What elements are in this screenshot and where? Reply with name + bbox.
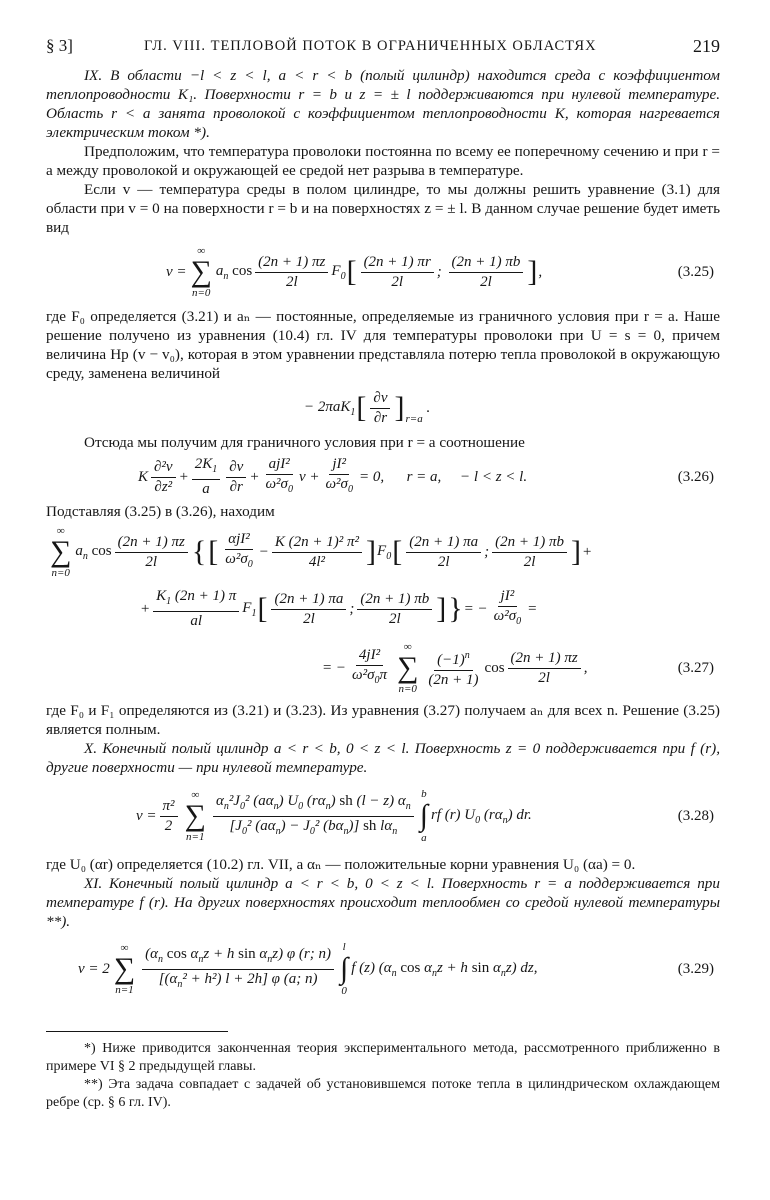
coefficients-paragraph: где F₀ и F₁ определяются из (3.21) и (3.23). Из уравнения (3.27) получаем aₙ для всех n. Решение (3.25) является полным. bbox=[46, 702, 720, 738]
equation-3-26: K $\frac{\text{∂²v}}{\text{∂z²}}$ + $\frac{2K_1}{a}$ $\frac{\partial v}{\partial r}$ + $\frac{\text{ajI²}}{\omega^2\sigma_0}$ v + $\frac{\text{jI²}}{\omega^2\sigma_0}$ = 0, r = a, − l < z < l. (3.26) bbox=[138, 456, 714, 497]
problem-x-statement: X. Конечный полый цилиндр a < r < b, 0 < z < l. Поверхность z = 0 поддерживается при f (r), другие поверхности — при нулевой температуре. bbox=[46, 740, 720, 776]
problem-ix-statement: IX. В области −l < z < l, a < r < b (полый цилиндр) находится среда с коэффициентом теплопроводности K₁. Поверхности r = b и z = ± l поддерживаются при нулевой температуре. Область r < a занята проволокой с коэффициентом теплопроводности K, которая нагревается электрическим током *). bbox=[46, 67, 720, 141]
book-page bbox=[46, 36, 720, 1112]
relation-intro: Отсюда мы получим для граничного условия при r = a соотношение bbox=[84, 434, 525, 451]
heat-loss-expression: − 2πaK$_1$ [ $\frac{\partial v}{\partial r}$ ] r=a . bbox=[304, 389, 431, 426]
running-header bbox=[46, 36, 720, 66]
equation-3-25: v = ∞ ∑ n=0 $a_n$ cos $\frac{(2n + 1) \pi z}{2l}$ $F_0$ [ $\frac{(2n + 1) \pi r}{2l}$ ; $\frac{(2n + 1) \pi b}{2l}$ ] , (3.25) bbox=[166, 245, 714, 299]
roots-paragraph: где U₀ (αr) определяется (10.2) гл. VII, а αₙ — положительные корни уравнения U₀ (αa) = 0. bbox=[46, 856, 636, 873]
problem-xi-statement: XI. Конечный полый цилиндр a < r < b, 0 < z < l. Поверхность r = a поддерживается при температуре f (r). На других поверхностях происходит теплообмен со средой нулевой температуры **). bbox=[46, 875, 720, 930]
equation-number: (3.29) bbox=[677, 960, 714, 977]
footnote-2: **) Эта задача совпадает с задачей об установившемся потоке тепла в цилиндрическом охлаждающем ребре (ср. § 6 гл. IV). bbox=[46, 1077, 720, 1110]
equation-3-27-line-1: ∞ ∑ n=0 $a_n$ cos $\frac{(2n + 1) \pi z}{2l}$ { [ $\frac{\text{αjI²}}{\omega^2\sigma_0}$ − $\frac{\text{K (2n + 1)² π²}}{\text{4l²}}$ ] $F_0$ [ $\frac{(2n + 1) \pi a}{2l}$ ; $\frac{(2n + 1) \pi b}{2l}$ ] + bbox=[50, 525, 593, 579]
substitution-line: Подставляя (3.25) в (3.26), находим bbox=[46, 503, 275, 520]
solution-intro-paragraph: Если v — температура среды в полом цилиндре, то мы должны решить уравнение (3.1) для области при v = 0 на поверхности r = b и на поверхностях z = ± l. В данном случае решение будет иметь вид bbox=[46, 181, 720, 236]
equation-number: (3.27) bbox=[677, 659, 714, 676]
equation-number: (3.28) bbox=[677, 807, 714, 824]
equation-3-29: v = 2 ∞ ∑ n=1 $\frac{(\alpha_n \cos \alpha_nz + h \sin \alpha_nz) \varphi (r; n)}{[(\alpha_n^2 + h^2) l + 2h] \varphi (a; n)}$ l ∫ 0 f (z) ($\alpha_n$ $\cos \alpha_nz + h$ $\sin \alpha_nz$) dz, (3.29) bbox=[78, 941, 714, 997]
equation-3-27-line-3: = − $\frac{\text{4jI²}}{\omega^2\sigma_0\pi}$ ∞ ∑ n=0 $\frac{(-1)^n}{(2n + 1)}$ cos $\frac{(2n + 1) \pi z}{2l}$ , (3.27) bbox=[322, 641, 714, 695]
equation-3-27-line-2: + $\frac{K_1 (2n + 1) \pi}{al}$ $F_1$ [ $\frac{(2n + 1) \pi a}{2l}$ ; $\frac{(2n + 1) \pi b}{2l}$ ] } = − $\frac{\text{jI²}}{\omega^2\sigma_0}$ = bbox=[140, 588, 538, 629]
footnote-rule bbox=[46, 1031, 228, 1032]
assumption-paragraph: Предположим, что температура проволоки постоянна по всему ее поперечному сечению и при r = a между проволокой и окружающей ее средой нет разрыва в температуре. bbox=[46, 143, 720, 179]
chapter-title: ГЛ. VIII. ТЕПЛОВОЙ ПОТОК В ОГРАНИЧЕННЫХ ОБЛАСТЯХ bbox=[144, 38, 597, 54]
footnote-1: *) Ниже приводится законченная теория экспериментального метода, рассмотренного приближенно в примере VI § 2 предыдущей главы. bbox=[46, 1041, 720, 1074]
equation-3-28: v = $\frac{\text{π²}}{2}$ ∞ ∑ n=1 $\frac{\alpha_n^2J_0^2 (a\alpha_n) U_0 (r\alpha_n) sh (l - z) \alpha_n}{[J_0^2 (a\alpha_n) - J_0^2 (b\alpha_n)] sh l\alpha_n}$ b ∫ a rf (r) $U_0$ $(r\alpha_n)$ dr. (3.28) bbox=[136, 788, 714, 844]
page-number: 219 bbox=[693, 36, 720, 56]
boundary-paragraph: где F₀ определяется (3.21) и aₙ — постоянные, определяемые из граничного условия при r = a. Наше решение получено из уравнения (10.4) гл. IV для температуры проволоки при U = s = 0, причем величина Hp (v − v₀), которая в этом уравнении представляла потерю тепла проволокой в окружающую среду, заменена величиной bbox=[46, 308, 720, 382]
equation-number: (3.25) bbox=[677, 263, 714, 280]
equation-number: (3.26) bbox=[677, 468, 714, 485]
section-ref: § 3] bbox=[46, 36, 73, 55]
